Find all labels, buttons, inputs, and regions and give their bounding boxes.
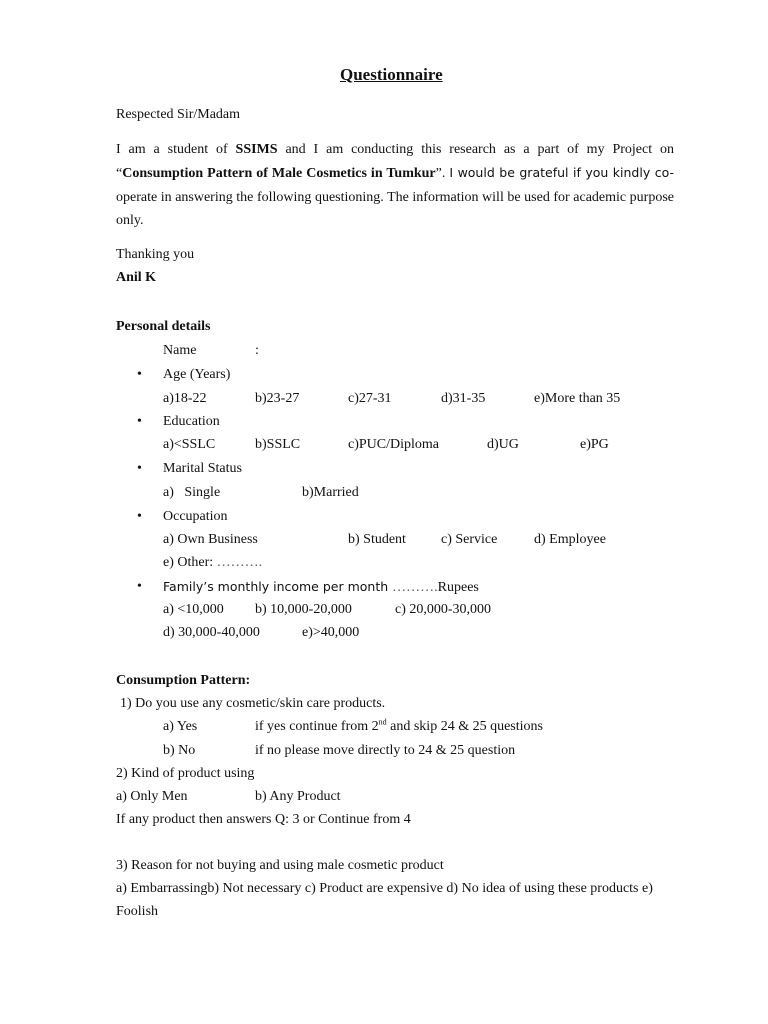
income-option-d: d) 30,000-40,000 [163, 625, 260, 640]
q1-note-part-2: and skip 24 & 25 questions [386, 719, 543, 734]
occupation-other-dots: ………. [216, 555, 263, 570]
q2-option-b: b) Any Product [255, 789, 341, 804]
income-question [163, 578, 479, 597]
occupation-option-a: a) Own Business [163, 532, 258, 547]
occupation-other [163, 554, 262, 572]
q3-options-line-2: Foolish [116, 904, 159, 919]
occupation-option-b: b) Student [348, 532, 406, 547]
occupation-option-c: c) Service [441, 532, 498, 547]
intro-text-5: operate in answering the following questioning. The information will be used for academic purpose only. [116, 189, 674, 228]
intro-paragraph [116, 138, 674, 232]
q2-text: 2) Kind of product using [116, 766, 255, 781]
closing: Thanking you [116, 247, 195, 262]
age-option-d: d)31-35 [441, 391, 486, 406]
bullet-icon: • [137, 509, 142, 524]
bullet-icon: • [137, 461, 142, 476]
age-option-b: b)23-27 [255, 391, 300, 406]
q3-options-line-1: a) Embarrassingb) Not necessary c) Product are expensive d) No idea of using these products e) [116, 881, 653, 896]
intro-text-3: ”. [435, 166, 450, 182]
income-dots: ………. [392, 580, 438, 595]
income-option-c: c) 20,000-30,000 [395, 602, 492, 617]
q1-note-sup: nd [378, 717, 387, 727]
bullet-icon: • [137, 414, 142, 429]
intro-project: Consumption Pattern of Male Cosmetics in Tumkur [122, 166, 436, 182]
q1-option-a: a) Yes [163, 719, 198, 734]
marital-label: Marital Status [163, 461, 242, 476]
education-option-a: a)<SSLC [163, 437, 216, 452]
income-option-b: b) 10,000-20,000 [255, 602, 352, 617]
education-option-d: d)UG [487, 437, 519, 452]
education-option-c: c)PUC/Diploma [348, 437, 439, 452]
intro-text-1: I am a student of [116, 142, 236, 157]
name-colon: : [255, 343, 259, 358]
bullet-icon: • [137, 579, 142, 594]
marital-option-a: a) Single [163, 485, 221, 500]
income-unit: Rupees [437, 580, 479, 595]
income-option-a: a) <10,000 [163, 602, 224, 617]
age-option-c: c)27-31 [348, 391, 392, 406]
personal-details-heading: Personal details [116, 319, 211, 334]
income-label: Family’s monthly income per month [163, 579, 393, 594]
q1-text: 1) Do you use any cosmetic/skin care products. [120, 696, 386, 711]
salutation: Respected Sir/Madam [116, 107, 241, 122]
marital-option-b: b)Married [302, 485, 359, 500]
q1-option-a-note [255, 718, 543, 736]
q3-text: 3) Reason for not buying and using male cosmetic product [116, 858, 444, 873]
intro-text-2: and I am conducting this research as a part of my Project on “ [116, 142, 674, 182]
bullet-icon: • [137, 367, 142, 382]
page-title: Questionnaire [340, 65, 443, 84]
education-option-e: e)PG [580, 437, 609, 452]
author: Anil K [116, 270, 157, 285]
intro-org: SSIMS [235, 142, 278, 157]
age-option-a: a)18-22 [163, 391, 207, 406]
q1-option-b-note: if no please move directly to 24 & 25 question [255, 743, 516, 758]
occupation-option-d: d) Employee [534, 532, 606, 547]
income-option-e: e)>40,000 [302, 625, 360, 640]
education-label: Education [163, 414, 220, 429]
age-option-e: e)More than 35 [534, 391, 621, 406]
name-label: Name [163, 343, 197, 358]
q1-note-part-1: if yes continue from 2 [255, 719, 379, 734]
age-label: Age (Years) [163, 367, 231, 382]
consumption-heading: Consumption Pattern: [116, 673, 251, 688]
q2-option-a: a) Only Men [116, 789, 188, 804]
intro-text-4: I would be grateful if you kindly co- [449, 165, 674, 181]
occupation-label: Occupation [163, 509, 228, 524]
q1-option-b: b) No [163, 743, 196, 758]
education-option-b: b)SSLC [255, 437, 301, 452]
occupation-other-label: e) Other: [163, 555, 217, 570]
q2-note: If any product then answers Q: 3 or Continue from 4 [116, 812, 411, 827]
